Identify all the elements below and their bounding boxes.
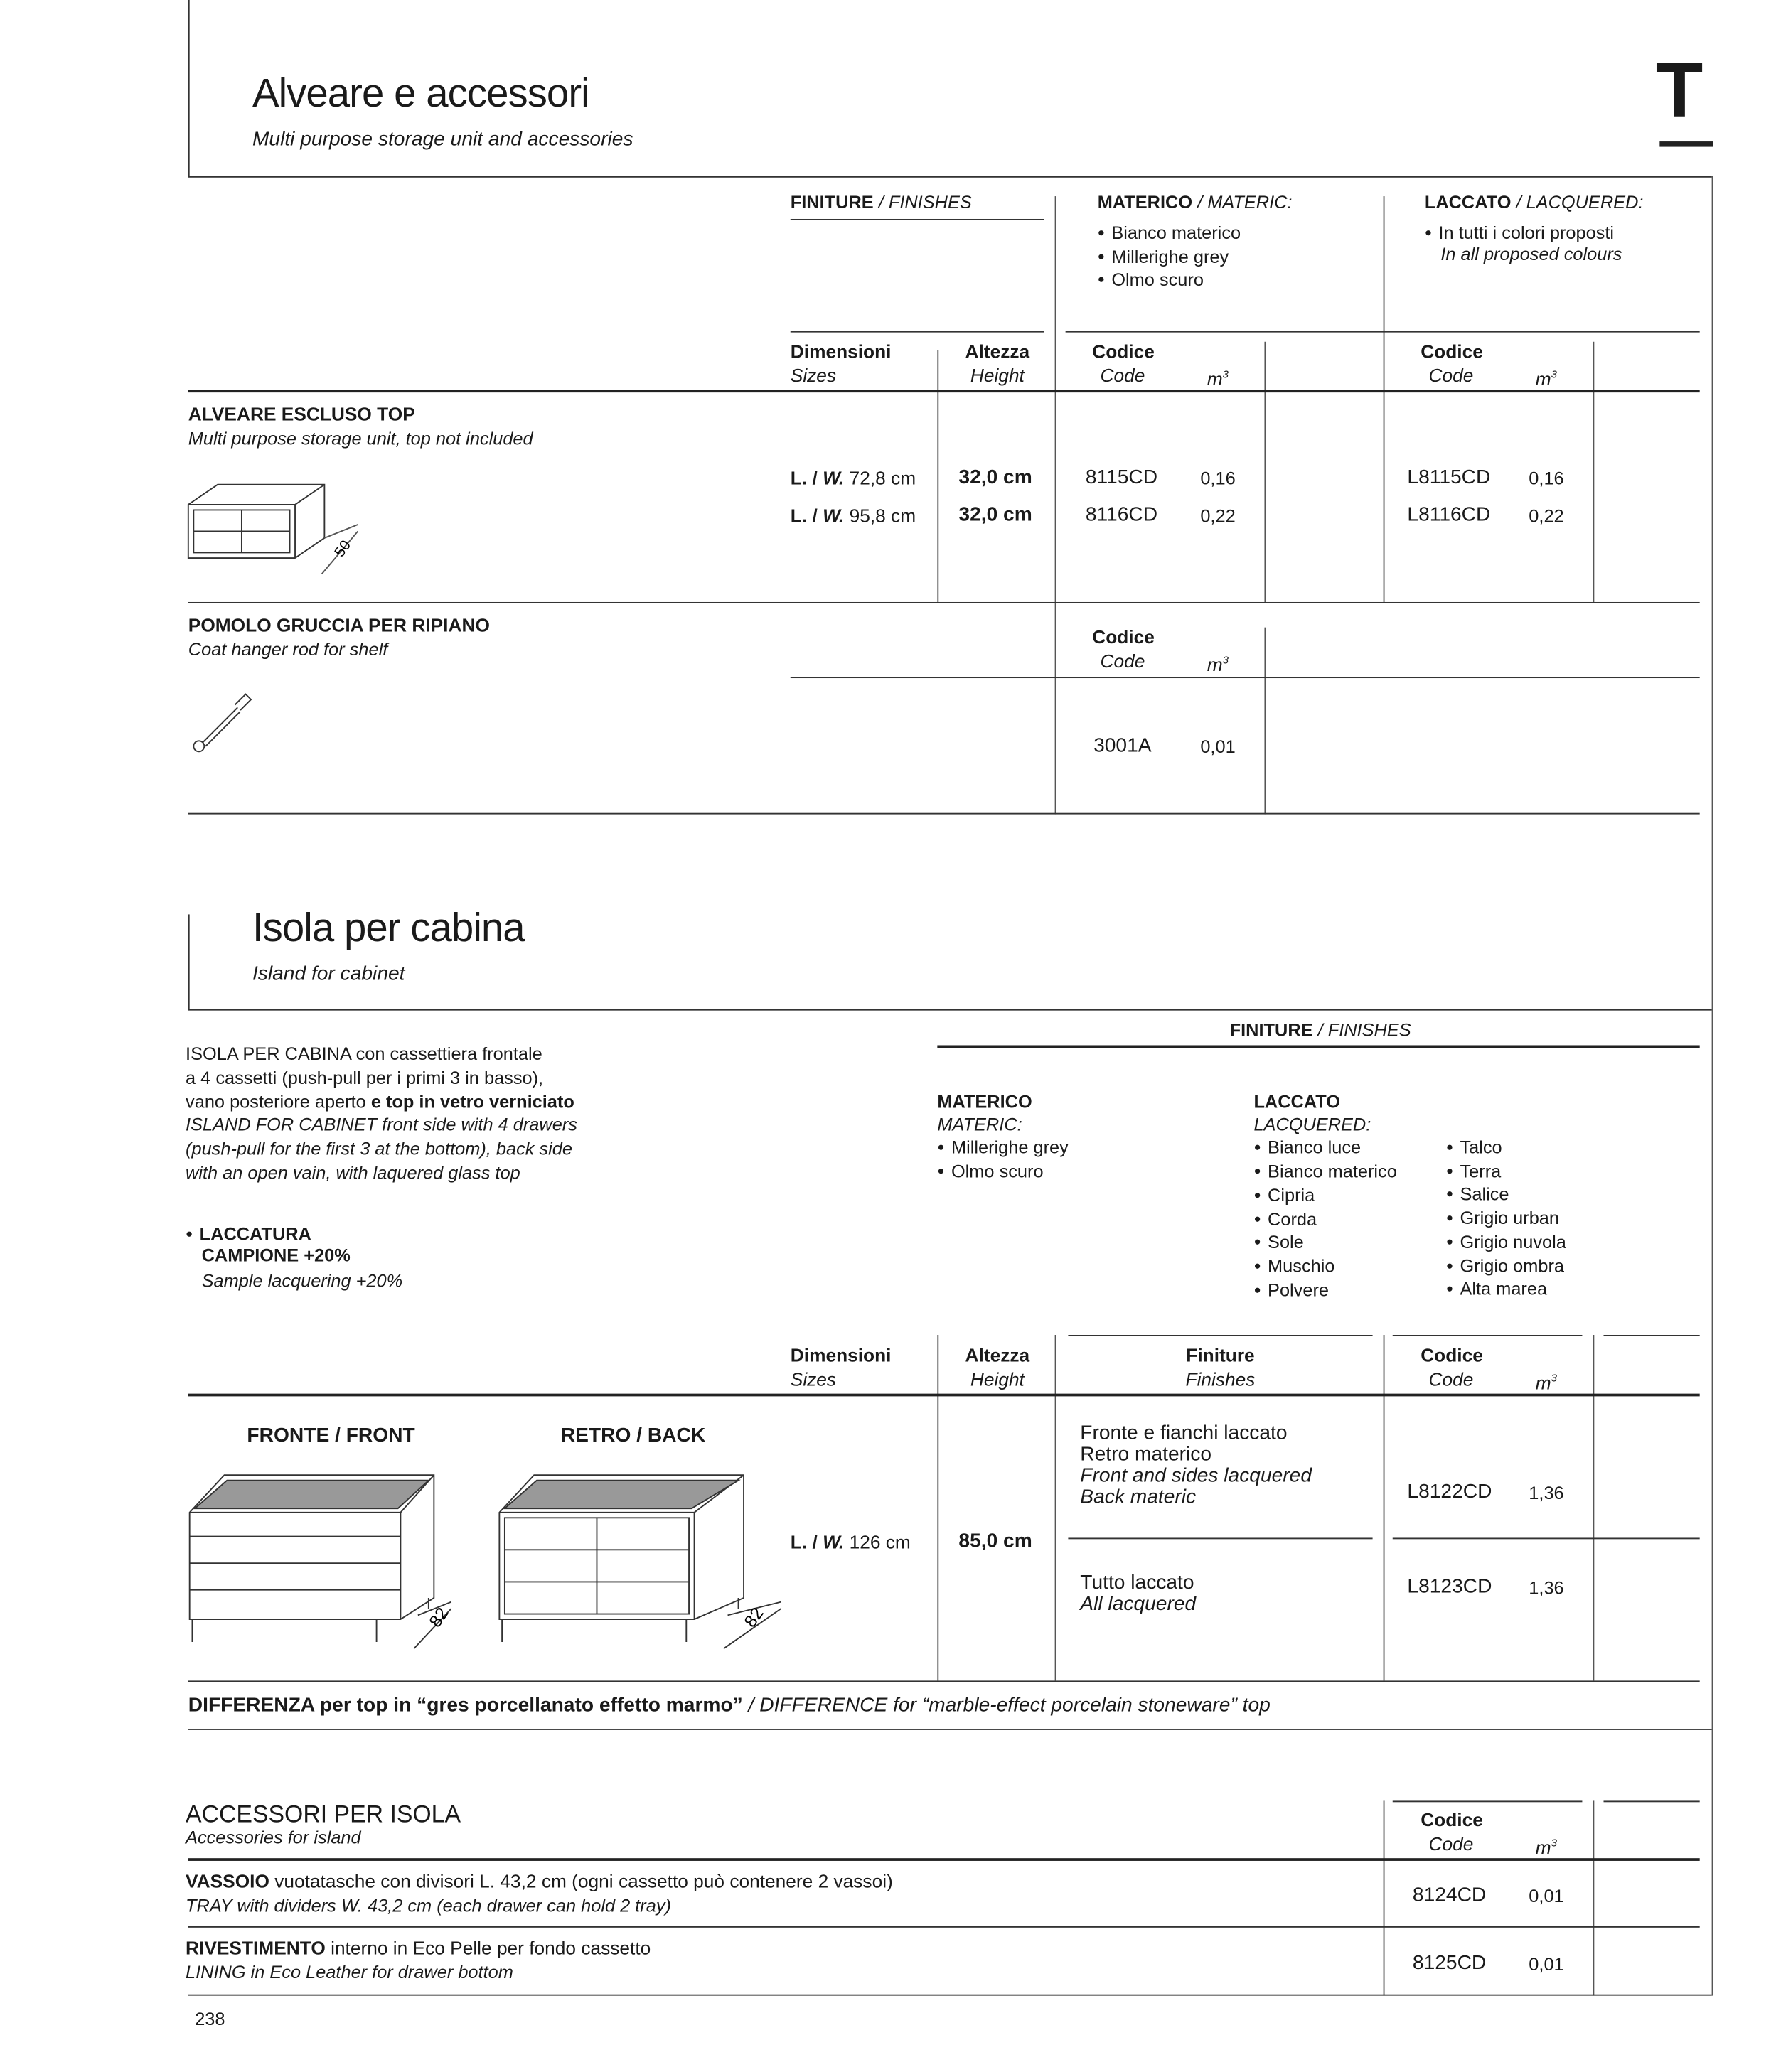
m3-value: 0,01	[1529, 1886, 1564, 1906]
header-dim: Dimensioni	[790, 340, 892, 362]
list-item: ● Cipria	[1253, 1183, 1396, 1207]
accessories-subtitle: Accessories for island	[186, 1827, 361, 1848]
lacquered-list-1	[1253, 1137, 1396, 1302]
header-finishes-en: Finishes	[1185, 1368, 1256, 1390]
header-code: Codice	[1092, 340, 1155, 362]
accessories-title: ACCESSORI PER ISOLA	[186, 1800, 461, 1827]
list-item: ● Grigio ombra	[1446, 1254, 1566, 1277]
product-name-en: Multi purpose storage unit, top not included	[188, 428, 533, 449]
header-m3: $m^3$	[1535, 1371, 1557, 1393]
list-item: ● Terra	[1446, 1159, 1566, 1183]
section-subtitle: Island for cabinet	[252, 962, 405, 985]
header-height-en: Height	[970, 1368, 1025, 1390]
code-value: L8115CD	[1407, 466, 1491, 489]
depth-label: 82	[740, 1604, 768, 1631]
materic-label-en: / MATERIC:	[1197, 192, 1293, 213]
storage-unit-drawing	[184, 478, 378, 578]
lacquered-label-en: LACQUERED:	[1253, 1114, 1371, 1134]
header-code: Codice	[1421, 1344, 1483, 1366]
lacquered-item-en: In all proposed colours	[1440, 244, 1622, 264]
brand-logo: T	[1655, 46, 1703, 134]
code-value: 8124CD	[1412, 1883, 1487, 1906]
m3-value: 0,01	[1529, 1954, 1564, 1975]
dim-w: W.	[823, 1531, 845, 1553]
difference-note: DIFFERENZA per top in “gres porcellanato effetto marmo” / DIFFERENCE for “marble-effect porcelain stoneware” top	[188, 1694, 1271, 1717]
product-name: POMOLO GRUCCIA PER RIPIANO	[188, 613, 490, 635]
code-value: 8115CD	[1085, 466, 1158, 489]
finishes-label: FINITURE	[790, 192, 874, 213]
header-dim-en: Sizes	[790, 364, 837, 386]
list-item: ● Olmo scuro	[937, 1160, 1068, 1183]
height-value: 32,0 cm	[958, 466, 1032, 489]
code-value: 8125CD	[1412, 1951, 1487, 1975]
m3-value: 0,22	[1200, 505, 1236, 526]
header-dim-en: Sizes	[790, 1368, 837, 1390]
code-value: 8116CD	[1085, 503, 1158, 526]
accessory-name-en: TRAY with dividers W. 43,2 cm (each drawer can hold 2 tray)	[186, 1895, 671, 1916]
code-value: L8122CD	[1407, 1480, 1492, 1503]
materic-label: MATERICO	[1097, 192, 1193, 213]
front-drawing	[190, 1475, 451, 1648]
product-name: ALVEARE ESCLUSO TOP	[188, 403, 415, 425]
list-item: ● Muschio	[1253, 1255, 1396, 1278]
dim-w: W.	[823, 467, 845, 489]
hanger-rod-drawing	[187, 687, 260, 761]
list-item: ● Bianco materico	[1098, 222, 1241, 245]
header-code-en: Code	[1100, 364, 1145, 386]
code-value: 3001A	[1093, 734, 1152, 757]
dim-w: W.	[823, 504, 845, 526]
header-height: Altezza	[965, 1344, 1030, 1366]
header-code: Codice	[1421, 1808, 1483, 1830]
header-code-en: Code	[1428, 1368, 1474, 1390]
section-subtitle: Multi purpose storage unit and accessories	[252, 128, 633, 151]
dim-value: 95,8 cm	[844, 504, 916, 526]
divider	[188, 0, 190, 176]
code-value: L8123CD	[1407, 1575, 1492, 1598]
list-item: ● In tutti i colori proposti	[1425, 222, 1614, 245]
finish-description: Fronte e fianchi laccato Retro materico Front and sides lacquered Back materic	[1080, 1422, 1312, 1509]
section-title: Alveare e accessori	[252, 72, 589, 117]
page-number: 238	[195, 2009, 225, 2029]
list-item: ● Bianco materico	[1253, 1160, 1396, 1183]
m3-value: 1,36	[1529, 1577, 1564, 1598]
finishes-label: FINITURE	[1229, 1019, 1313, 1040]
materic-label: MATERICO	[937, 1092, 1032, 1112]
back-drawing	[499, 1475, 781, 1648]
divider	[1712, 176, 1713, 1996]
accessory-name-en: LINING in Eco Leather for drawer bottom	[186, 1962, 513, 1982]
header-m3: $m^3$	[1535, 1836, 1557, 1858]
header-m3: $m^3$	[1207, 367, 1229, 390]
height-value: 85,0 cm	[958, 1530, 1032, 1553]
section-title: Isola per cabina	[252, 906, 525, 951]
m3-value: 1,36	[1529, 1483, 1564, 1503]
depth-label: 50	[331, 537, 355, 560]
header-code: Codice	[1421, 340, 1483, 362]
header-dim: Dimensioni	[790, 1344, 892, 1366]
materic-label-en: MATERIC:	[937, 1114, 1022, 1134]
back-label: RETRO / BACK	[560, 1424, 706, 1447]
code-value: L8116CD	[1407, 503, 1491, 526]
lacquered-list-2	[1446, 1136, 1566, 1301]
depth-label: 82	[425, 1604, 453, 1631]
accessory-name: RIVESTIMENTO interno in Eco Pelle per fondo cassetto	[186, 1936, 651, 1959]
list-item: ● Salice	[1446, 1183, 1566, 1207]
finishes-label-en: / FINISHES	[1317, 1019, 1411, 1040]
header-height: Altezza	[965, 340, 1030, 362]
dim-prefix: L. /	[790, 1531, 823, 1553]
island-drawings	[184, 1461, 798, 1655]
m3-value: 0,16	[1529, 468, 1564, 489]
dim-value: 126 cm	[844, 1531, 911, 1553]
list-item: ● Grigio urban	[1446, 1207, 1566, 1230]
header-height-en: Height	[970, 364, 1025, 386]
lacquered-label: LACCATO	[1253, 1092, 1341, 1112]
m3-value: 0,16	[1200, 468, 1236, 489]
list-item: ● Alta marea	[1446, 1278, 1566, 1301]
materic-list	[1098, 222, 1241, 293]
lacquered-label: LACCATO	[1424, 192, 1512, 213]
header-code-en: Code	[1100, 650, 1145, 672]
header-finishes: Finiture	[1186, 1344, 1255, 1366]
list-item: ● Millerighe grey	[937, 1137, 1068, 1160]
divider	[188, 176, 1712, 178]
dim-prefix: L. /	[790, 467, 823, 489]
dim-value: 72,8 cm	[844, 467, 916, 489]
list-item: ● Corda	[1253, 1208, 1396, 1231]
lacquered-label-en: / LACQUERED:	[1516, 192, 1644, 213]
list-item: ● Olmo scuro	[1098, 269, 1241, 292]
finish-description: Tutto laccato All lacquered	[1080, 1571, 1197, 1616]
list-item: ● Polvere	[1253, 1278, 1396, 1301]
sample-lacquering: ● LACCATURA	[186, 1223, 311, 1246]
m3-value: 0,22	[1529, 505, 1564, 526]
dim-prefix: L. /	[790, 504, 823, 526]
list-item: ● Sole	[1253, 1231, 1396, 1255]
list-item: ● Millerighe grey	[1098, 245, 1241, 269]
header-code-en: Code	[1428, 364, 1474, 386]
product-description: ISOLA PER CABINA con cassettiera frontale a 4 cassetti (push-pull per i primi 3 in basso), vano posteriore aperto e top in vetro verniciato ISLAND FOR CABINET front side with 4 drawers (push-pull for the first 3 at the bottom), back side with an open vain, with laquered glass top	[186, 1043, 577, 1183]
list-item: ● Grigio nuvola	[1446, 1230, 1566, 1254]
header-m3: $m^3$	[1535, 367, 1557, 390]
header-m3: $m^3$	[1207, 653, 1229, 675]
accessory-name: VASSOIO vuotatasche con divisori L. 43,2 cm (ogni cassetto può contenere 2 vassoi)	[186, 1870, 893, 1892]
height-value: 32,0 cm	[958, 503, 1032, 526]
list-item: ● Bianco luce	[1253, 1137, 1396, 1160]
front-label: FRONTE / FRONT	[247, 1424, 415, 1447]
sample-lacquering-price: CAMPIONE +20%	[201, 1245, 351, 1266]
finishes-label-en: / FINISHES	[878, 192, 972, 213]
list-item: ● Talco	[1446, 1136, 1566, 1159]
header-code: Codice	[1092, 626, 1155, 648]
sample-lacquering-en: Sample lacquering +20%	[201, 1270, 403, 1292]
logo-underline	[1659, 141, 1713, 147]
product-name-en: Coat hanger rod for shelf	[188, 639, 388, 660]
m3-value: 0,01	[1200, 736, 1236, 757]
header-code-en: Code	[1428, 1832, 1474, 1854]
